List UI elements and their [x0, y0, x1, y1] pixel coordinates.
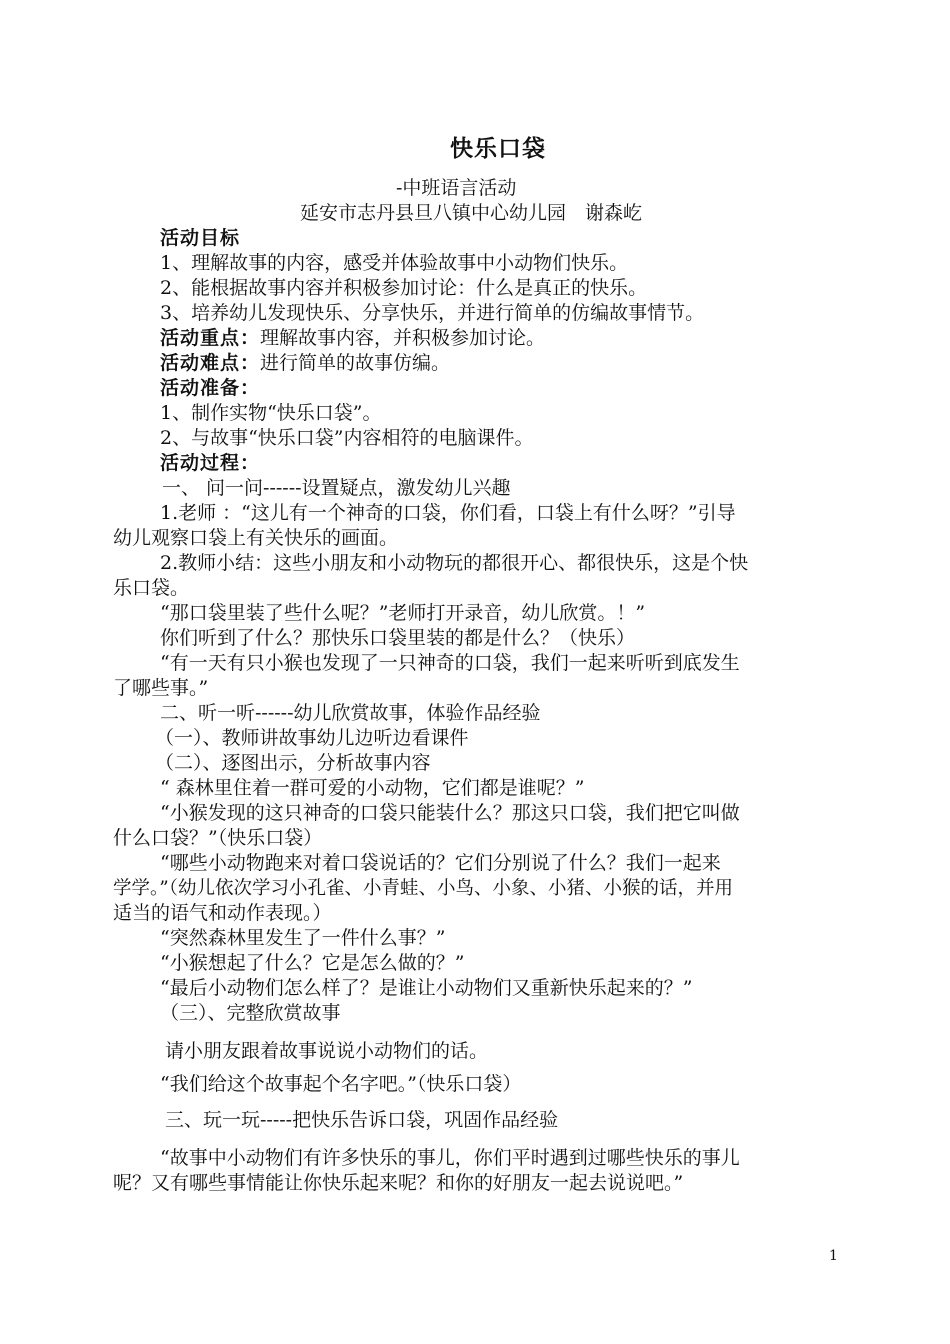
preparation-item: 1、制作实物“快乐口袋”。	[160, 402, 382, 424]
process-heading: 活动过程：	[160, 452, 261, 474]
process-line: 2.教师小结：这些小朋友和小动物玩的都很开心、都很快乐，这是个快	[160, 552, 749, 574]
process-line: 什么口袋？”（快乐口袋）	[113, 827, 323, 849]
process-line: （三）、完整欣赏故事	[160, 1002, 341, 1024]
preparation-heading: 活动准备：	[160, 377, 261, 399]
difficulty-line	[160, 351, 450, 376]
process-line: 一、 问一问------设置疑点，激发幼儿兴趣	[162, 477, 511, 499]
difficulty-label: 活动难点：	[160, 352, 261, 374]
process-line: 1.老师 ：“这儿有一个神奇的口袋，你们看，口袋上有什么呀？”引导	[160, 502, 736, 524]
process-line: 适当的语气和动作表现。）	[113, 902, 332, 924]
difficulty-text: 进行简单的故事仿编。	[260, 352, 451, 374]
process-line: （二）、逐图出示，分析故事内容	[155, 752, 431, 774]
goal-item: 2、能根据故事内容并积极参加讨论：什么是真正的快乐。	[160, 277, 648, 299]
process-line: 请小朋友跟着故事说说小动物们的话。	[165, 1040, 489, 1062]
process-line: “小猴发现的这只神奇的口袋只能装什么？那这只口袋，我们把它叫做	[160, 802, 740, 824]
process-line: “ 森林里住着一群可爱的小动物，它们都是谁呢？”	[160, 777, 585, 799]
process-line: 乐口袋。	[113, 577, 190, 599]
author-line: 延安市志丹县旦八镇中心幼儿园 谢森屹	[300, 202, 643, 224]
process-line: 三、玩一玩-----把快乐告诉口袋，巩固作品经验	[165, 1109, 559, 1131]
process-line: “有一天有只小猴也发现了一只神奇的口袋，我们一起来听听到底发生	[160, 652, 740, 674]
process-line: “最后小动物们怎么样了？是谁让小动物们又重新快乐起来的？”	[160, 977, 693, 999]
process-line: “突然森林里发生了一件什么事？”	[160, 927, 446, 949]
process-line: 你们听到了什么？那快乐口袋里装的都是什么？（快乐）	[160, 627, 636, 649]
process-line: “故事中小动物们有许多快乐的事儿，你们平时遇到过哪些快乐的事儿	[160, 1147, 740, 1169]
process-line: 学学。”（幼儿依次学习小孔雀、小青蛙、小鸟、小象、小猪、小猴的话，并用	[113, 878, 733, 899]
preparation-item: 2、与故事“快乐口袋”内容相符的电脑课件。	[160, 427, 534, 449]
key-point-text: 理解故事内容，并积极参加讨论。	[260, 327, 546, 349]
process-line: “我们给这个故事起个名字吧。”（快乐口袋）	[160, 1073, 522, 1095]
document-subtitle: -中班语言活动	[396, 177, 517, 199]
goal-item: 1、理解故事的内容，感受并体验故事中小动物们快乐。	[160, 252, 629, 274]
process-line: “那口袋里装了些什么呢？”老师打开录音，幼儿欣赏。！”	[160, 602, 646, 624]
page-number: 1	[829, 1248, 838, 1264]
process-line: 幼儿观察口袋上有关快乐的画面。	[113, 527, 399, 549]
process-line: 呢？又有哪些事情能让你快乐起来呢？和你的好朋友一起去说说吧。”	[113, 1172, 684, 1194]
document-title: 快乐口袋	[450, 135, 546, 162]
goal-item: 3、培养幼儿发现快乐、分享快乐，并进行简单的仿编故事情节。	[160, 302, 705, 324]
process-line: “哪些小动物跑来对着口袋说话的？它们分别说了什么？我们一起来	[160, 852, 721, 874]
key-point-label: 活动重点：	[160, 327, 261, 349]
process-line: （一）、教师讲故事幼儿边听边看课件	[155, 727, 469, 749]
process-line: “小猴想起了什么？它是怎么做的？”	[160, 952, 465, 974]
key-point-line	[160, 326, 545, 351]
goals-heading: 活动目标	[160, 227, 241, 249]
process-line: 了哪些事。”	[113, 677, 209, 699]
process-line: 二、听一听------幼儿欣赏故事，体验作品经验	[160, 702, 541, 724]
